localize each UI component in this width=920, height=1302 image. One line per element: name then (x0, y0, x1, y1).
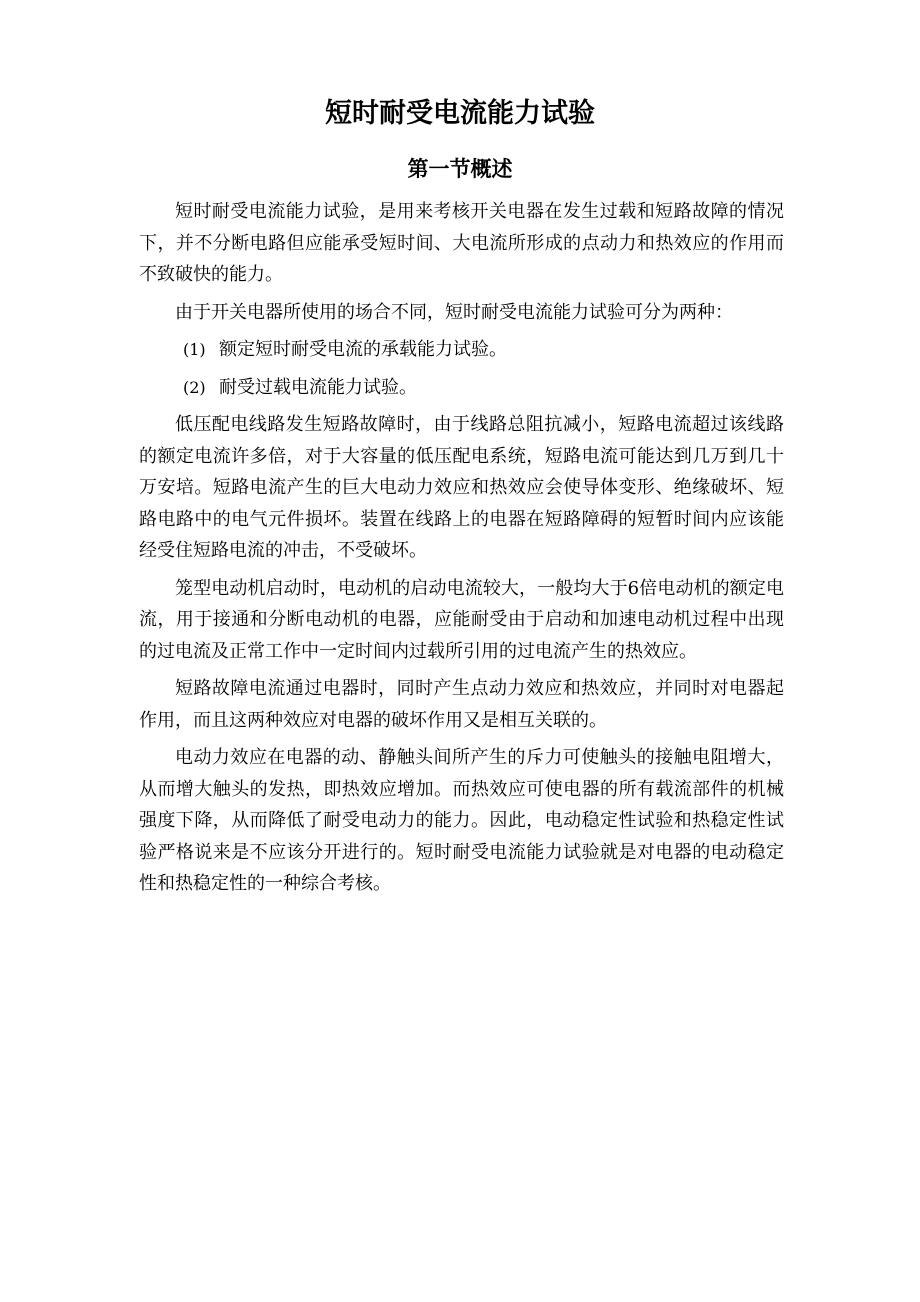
list-item-text: 额定短时耐受电流的承载能力试验。 (219, 339, 507, 360)
paragraph-intro: 短时耐受电流能力试验，是用来考核开关电器在发生过载和短路故障的情况下，并不分断电路但应能承受短时间、大电流所形成的点动力和热效应的作用而不致破快的能力。 (139, 201, 784, 285)
paragraph-short-circuit: 低压配电线路发生短路故障时，由于线路总阻抗减小，短路电流超过该线路的额定电流许多倍，对于大容量的低压配电系统，短路电流可能达到几万到几十万安培。短路电流产生的巨大电动力效应和热效应会使导体变形、绝缘破坏、短路电路中的电气元件损坏。装置在线路上的电器在短路障碍的短暂时间内应该能经受住短路电流的冲击，不受破坏。 (139, 414, 784, 561)
list-item-number: (2) (183, 377, 206, 397)
list-item (139, 372, 784, 404)
paragraph-types: 由于开关电器所使用的场合不同，短时耐受电流能力试验可分为两种： (175, 301, 733, 323)
document-title: 短时耐受电流能力试验 (325, 98, 595, 129)
section-title: 第一节概述 (407, 157, 513, 181)
list-item-text: 耐受过载电流能力试验。 (219, 376, 417, 398)
list-item-number: (1) (183, 340, 206, 359)
list-item (139, 334, 784, 366)
document-body (139, 196, 784, 906)
paragraph-fault-current: 短路故障电流通过电器时，同时产生点动力效应和热效应，并同时对电器起作用，而且这两种效应对电器的破坏作用又是相互关联的。 (139, 678, 784, 731)
paragraph-electrodynamic: 电动力效应在电器的动、静触头间所产生的斥力可使触头的接触电阻增大， 从而增大触头的发热，即热效应增加。而热效应可使电器的所有载流部件的机械 强度下降，从而降低了耐受电动力的能力。因此，电动稳定性试验和热稳定性试 验严格说来是不应该分开进行的。短时耐受电流能力试验就是对电器的电动稳定 性和热稳定性的一种综合考核。 (139, 747, 784, 894)
paragraph-motor-start: 笼型电动机启动时，电动机的启动电流较大，一般均大于6倍电动机的额定电流，用于接通和分断电动机的电器，应能耐受由于启动和加速电动机过程中出现的过电流及正常工作中一定时间内过载所引用的过电流产生的热效应。 (139, 577, 784, 662)
